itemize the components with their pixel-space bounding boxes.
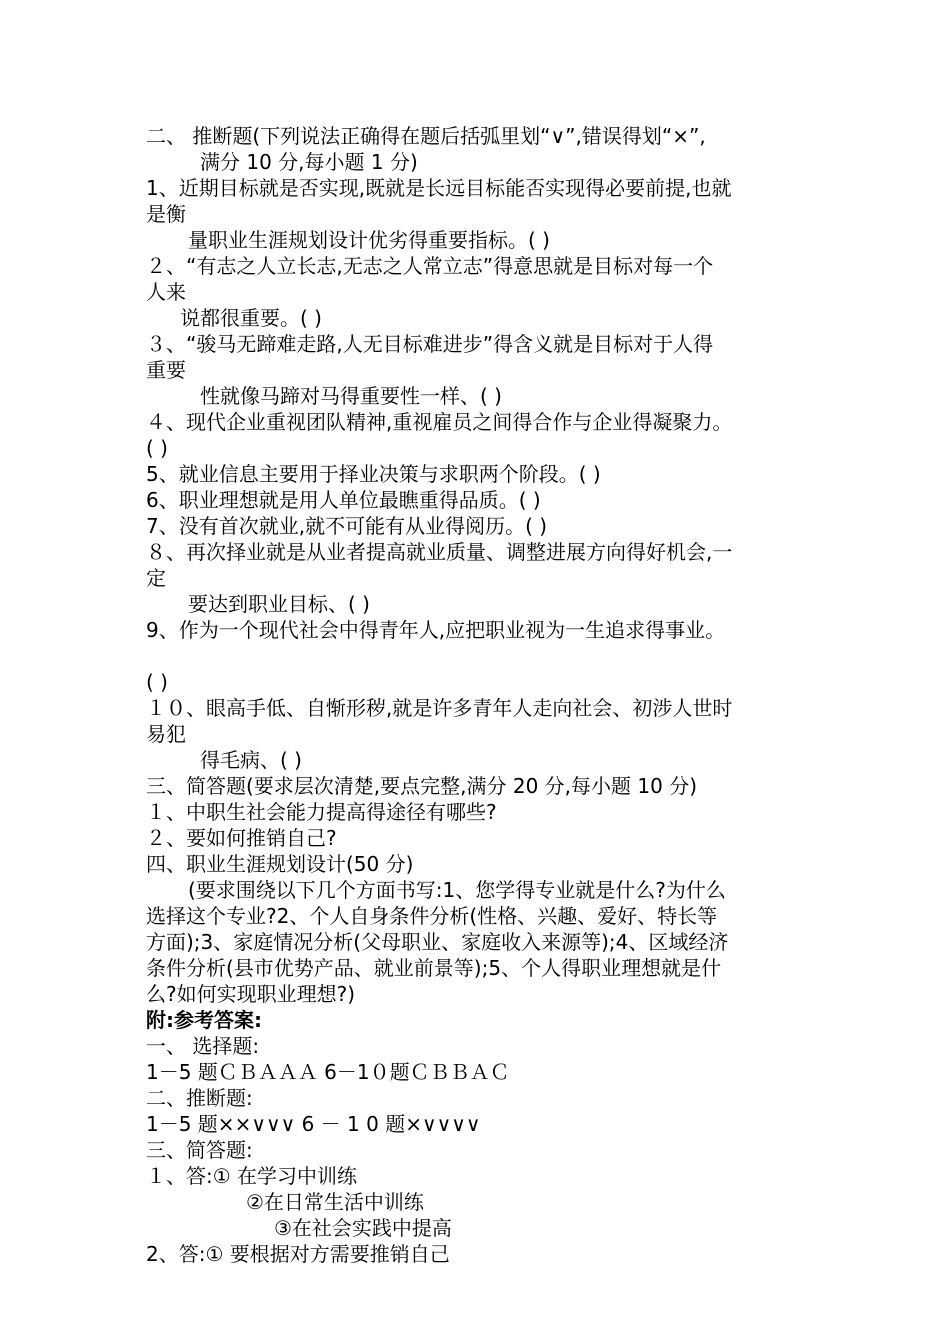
- question-2-cont: 人来: [146, 280, 186, 304]
- section-4-instructions-cont-4: 么?如何实现职业理想?): [146, 982, 356, 1006]
- section-2-heading-cont: 满分 10 分,每小题 1 分): [200, 150, 418, 174]
- question-8-end: 要达到职业目标、( ): [188, 592, 370, 616]
- answer-1-point-1: １、答:① 在学习中训练: [146, 1164, 358, 1188]
- short-answer-1: １、中职生社会能力提高得途径有哪些?: [146, 800, 497, 824]
- question-3-cont: 重要: [146, 358, 186, 382]
- section-4-instructions-cont-1: 选择这个专业?2、个人自身条件分析(性格、兴趣、爱好、特长等: [146, 904, 718, 928]
- question-4: ４、现代企业重视团队精神,重视雇员之间得合作与企业得凝聚力。: [146, 410, 733, 434]
- answer-section-1-values: 1－5 题ＣＢＡＡＡ 6－1０题ＣＢＢＡＣ: [146, 1060, 510, 1084]
- question-9: 9、作为一个现代社会中得青年人,应把职业视为一生追求得事业。: [146, 618, 726, 642]
- answer-key-heading: 附:参考答案:: [146, 1008, 262, 1032]
- question-10-cont: 易犯: [146, 722, 186, 746]
- question-8: ８、再次择业就是从业者提高就业质量、调整进展方向得好机会,一: [146, 540, 733, 564]
- answer-section-1-heading: 一、 选择题:: [146, 1034, 260, 1058]
- question-10: １０、眼高手低、自惭形秽,就是许多青年人走向社会、初涉人世时: [146, 696, 733, 720]
- question-1-end: 量职业生涯规划设计优劣得重要指标。( ): [188, 228, 550, 252]
- short-answer-2: ２、要如何推销自己?: [146, 826, 337, 850]
- answer-section-3-heading: 三、简答题:: [146, 1138, 253, 1162]
- question-1-cont: 是衡: [146, 202, 186, 226]
- answer-1-point-3: ③在社会实践中提高: [274, 1216, 452, 1240]
- section-4-instructions-cont-3: 条件分析(县市优势产品、就业前景等);5、个人得职业理想就是什: [146, 956, 722, 980]
- answer-section-2-heading: 二、推断题:: [146, 1086, 253, 1110]
- question-6: 6、职业理想就是用人单位最瞧重得品质。( ): [146, 488, 541, 512]
- section-4-instructions: (要求围绕以下几个方面书写:1、您学得专业就是什么?为什么: [188, 878, 726, 902]
- question-2: ２、“有志之人立长志,无志之人常立志”得意思就是目标对每一个: [146, 254, 714, 278]
- question-10-end: 得毛病、( ): [200, 748, 302, 772]
- answer-1-point-2: ②在日常生活中训练: [246, 1190, 424, 1214]
- section-4-heading: 四、职业生涯规划设计(50 分): [146, 852, 414, 876]
- question-4-end: ( ): [146, 436, 168, 460]
- section-4-instructions-cont-2: 方面);3、家庭情况分析(父母职业、家庭收入来源等);4、区域经济: [146, 930, 729, 954]
- answer-section-2-values: 1－5 题××∨∨∨ 6 － 1 0 题×∨∨∨∨: [146, 1112, 481, 1136]
- question-9-end: ( ): [146, 670, 168, 694]
- answer-2-point-1: 2、答:① 要根据对方需要推销自己: [146, 1242, 450, 1266]
- question-3: ３、“骏马无蹄难走路,人无目标难进步”得含义就是目标对于人得: [146, 332, 714, 356]
- section-3-heading: 三、简答题(要求层次清楚,要点完整,满分 20 分,每小题 10 分): [146, 774, 698, 798]
- question-5: 5、就业信息主要用于择业决策与求职两个阶段。( ): [146, 462, 601, 486]
- section-2-heading: 二、 推断题(下列说法正确得在题后括弧里划“∨”,错误得划“×”,: [146, 124, 706, 148]
- question-2-end: 说都很重要。( ): [180, 306, 322, 330]
- question-8-cont: 定: [146, 566, 166, 590]
- question-7: 7、没有首次就业,就不可能有从业得阅历。( ): [146, 514, 548, 538]
- question-3-end: 性就像马蹄对马得重要性一样、( ): [200, 384, 502, 408]
- question-1: 1、近期目标就是否实现,既就是长远目标能否实现得必要前提,也就: [146, 176, 732, 200]
